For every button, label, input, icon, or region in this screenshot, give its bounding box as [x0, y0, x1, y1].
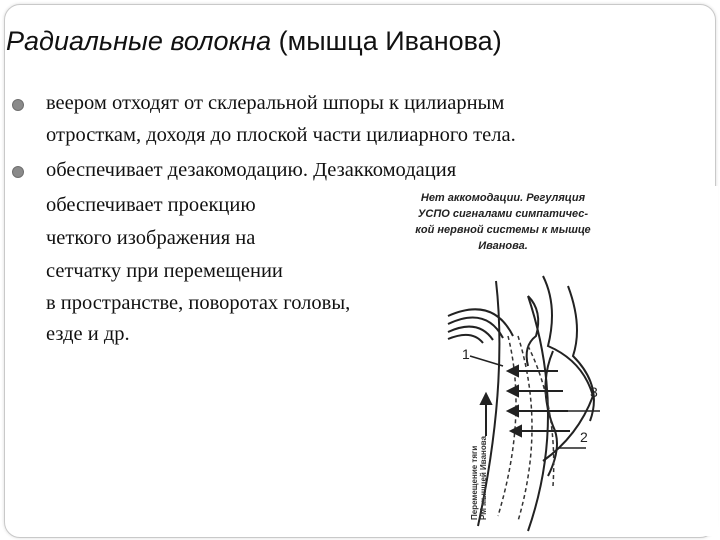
bullet-dot — [12, 99, 24, 111]
bullet-2-line-1: обеспечивает дезакомодацию. Дезаккомодация — [46, 159, 457, 181]
eye-anatomy-drawing — [378, 186, 718, 536]
ciliary-body — [568, 286, 594, 421]
side-label-line: Перемещение тяги — [470, 445, 479, 520]
bullet-dot — [12, 166, 24, 178]
diagram-figure — [378, 186, 718, 536]
lens-arc — [448, 335, 483, 343]
bullet-1-line-2: отросткам, доходя до плоской части цилиарного тела. — [46, 124, 516, 146]
bullet-1-line-1: веером отходят от склеральной шпоры к цилиарным — [46, 92, 505, 114]
slide-title — [6, 26, 502, 57]
caption-line: УСПО сигналами симпатичес- — [417, 208, 589, 220]
lens-arc — [448, 327, 493, 340]
radial-fibre — [498, 336, 516, 516]
arrowhead — [508, 406, 518, 416]
figure-side-label — [470, 400, 488, 520]
bullet-2-line-2: обеспечивает проекцию — [46, 194, 256, 216]
bullet-2-line-5: в пространстве, поворотах головы, — [46, 292, 351, 314]
title-italic: Радиальные волокна — [6, 26, 272, 56]
caption-line: кой нервной системы к мышце — [415, 224, 591, 236]
bullet-2-line-3: четкого изображения на — [46, 227, 256, 249]
arrowhead — [511, 426, 521, 436]
caption-line: Иванова. — [478, 240, 528, 252]
side-label-line: РМ мышцей Иванова — [479, 435, 488, 520]
figure-label-3: 3 — [590, 384, 598, 400]
caption-line: Нет аккомодации. Регуляция — [420, 192, 586, 204]
pointer-line — [470, 356, 503, 366]
figure-label-1: 1 — [462, 346, 470, 362]
title-rest: (мышца Иванова) — [271, 26, 502, 56]
bullet-2-line-4: сетчатку при перемещении — [46, 260, 283, 282]
figure-label-2: 2 — [580, 429, 588, 445]
radial-fibre — [528, 346, 554, 486]
bullet-2-line-6: езде и др. — [46, 323, 130, 345]
arrowhead — [508, 386, 518, 396]
arrowhead — [508, 366, 518, 376]
lens-arc — [448, 309, 513, 336]
